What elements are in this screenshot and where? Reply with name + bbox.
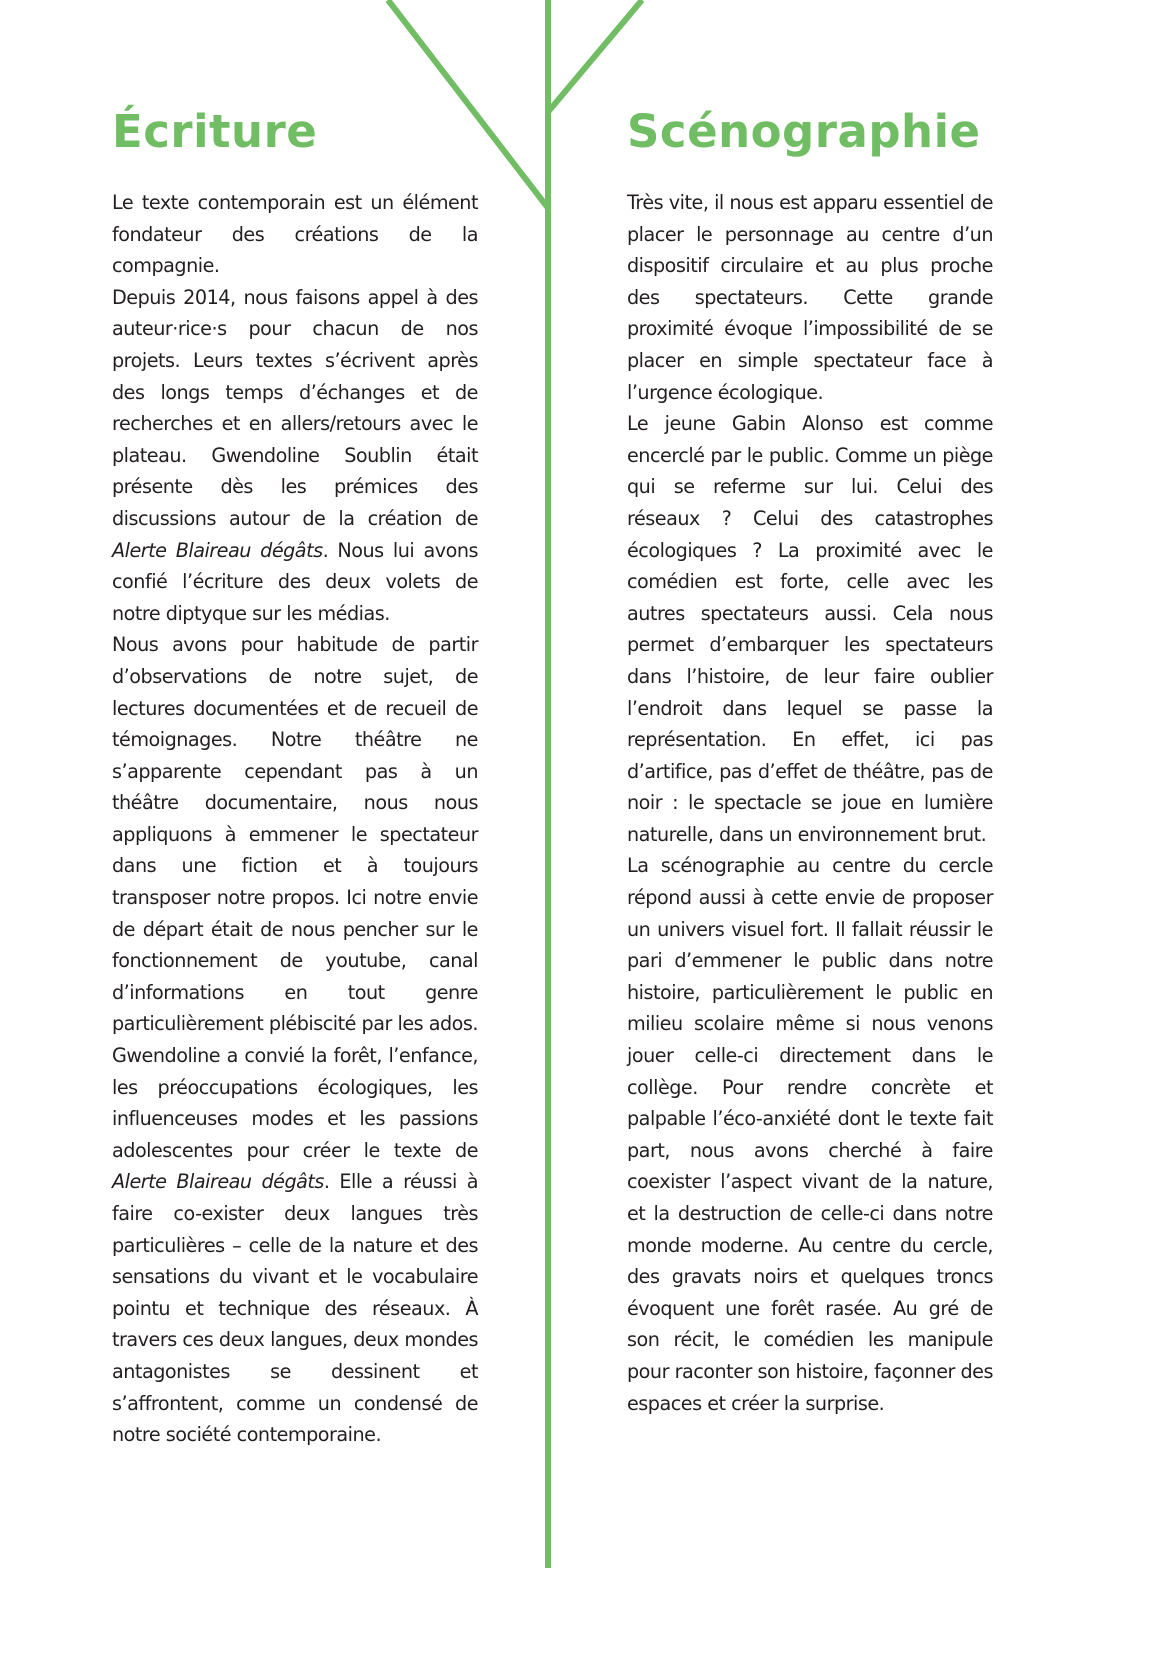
ecriture-body <box>112 187 478 1451</box>
tree-right-branch <box>548 0 642 112</box>
ecriture-heading: Écriture <box>112 105 318 158</box>
scenographie-heading: Scénographie <box>627 105 981 158</box>
play-title: Alerte Blaireau dégâts <box>112 538 323 562</box>
ecriture-paragraph-3: Nous avons pour habitude de partir d’observations de notre sujet, de lectures documentées et de recueil de témoignages. Notre théâtre ne s’apparente cependant pas à un théâtre documentaire, nous nous appliquons à emmener le spectateur dans une fiction et à toujours transposer notre propos. Ici notre envie de départ était de nous pencher sur le fonctionnement de youtube, canal d’informations en tout genre particulièrement plébiscité par les ados. Gwendoline a convié la forêt, l’enfance, les préoccupations écologiques, les influenceuses modes et les passions adolescentes pour créer le texte de Alerte Blaireau dégâts. Elle a réussi à faire co-exister deux langues très particulières – celle de la nature et des sensations du vivant et le vocabulaire pointu et technique des réseaux. À travers ces deux langues, deux mondes antagonistes se dessinent et s’affrontent, comme un condensé de notre société contemporaine. <box>112 633 478 1447</box>
ecriture-section <box>112 100 478 1451</box>
ecriture-paragraph-1: Le texte contemporain est un élément fondateur des créations de la compagnie. <box>112 191 478 278</box>
scenographie-paragraph-2: Le jeune Gabin Alonso est comme encerclé par le public. Comme un piège qui se referme sur lui. Celui des réseaux ? Celui des catastrophes écologiques ? La proximité avec le comédien est forte, celle avec les autres spectateurs aussi. Cela nous permet d’embarquer les spectateurs dans l’histoire, de leur faire oublier l’endroit dans lequel se passe la représentation. En effet, ici pas d’artifice, pas d’effet de théâtre, pas de noir : le spectacle se joue en lumière naturelle, dans un environnement brut. <box>627 412 993 846</box>
ecriture-paragraph-2: Depuis 2014, nous faisons appel à des auteur·rice·s pour chacun de nos projets. Leurs textes s’écrivent après des longs temps d’échanges et de recherches et en allers/retours avec le plateau. Gwendoline Soublin était présente dès les prémices des discussions autour de la création de Alerte Blaireau dégâts. Nous lui avons confié l’écriture des deux volets de notre diptyque sur les médias. <box>112 285 478 625</box>
scenographie-paragraph-3: La scénographie au centre du cercle répond aussi à cette envie de proposer un univers visuel fort. Il fallait réussir le pari d’emmener le public dans notre histoire, particulièrement le public en milieu scolaire même si nous venons jouer celle-ci directement dans le collège. Pour rendre concrète et palpable l’éco-anxiété dont le texte fait part, nous avons cherché à faire coexister l’aspect vivant de la nature, et la destruction de celle-ci dans notre monde moderne. Au centre du cercle, des gravats noirs et quelques troncs évoquent une forêt rasée. Au gré de son récit, le comédien les manipule pour raconter son histoire, façonner des espaces et créer la surprise. <box>627 854 993 1415</box>
scenographie-section <box>627 100 993 1419</box>
play-title: Alerte Blaireau dégâts <box>112 1170 324 1194</box>
scenographie-body <box>627 187 993 1419</box>
scenographie-paragraph-1: Très vite, il nous est apparu essentiel de placer le personnage au centre d’un dispositif circulaire et au plus proche des spectateurs. Cette grande proximité évoque l’impossibilité de se placer en simple spectateur face à l’urgence écologique. <box>627 191 993 404</box>
